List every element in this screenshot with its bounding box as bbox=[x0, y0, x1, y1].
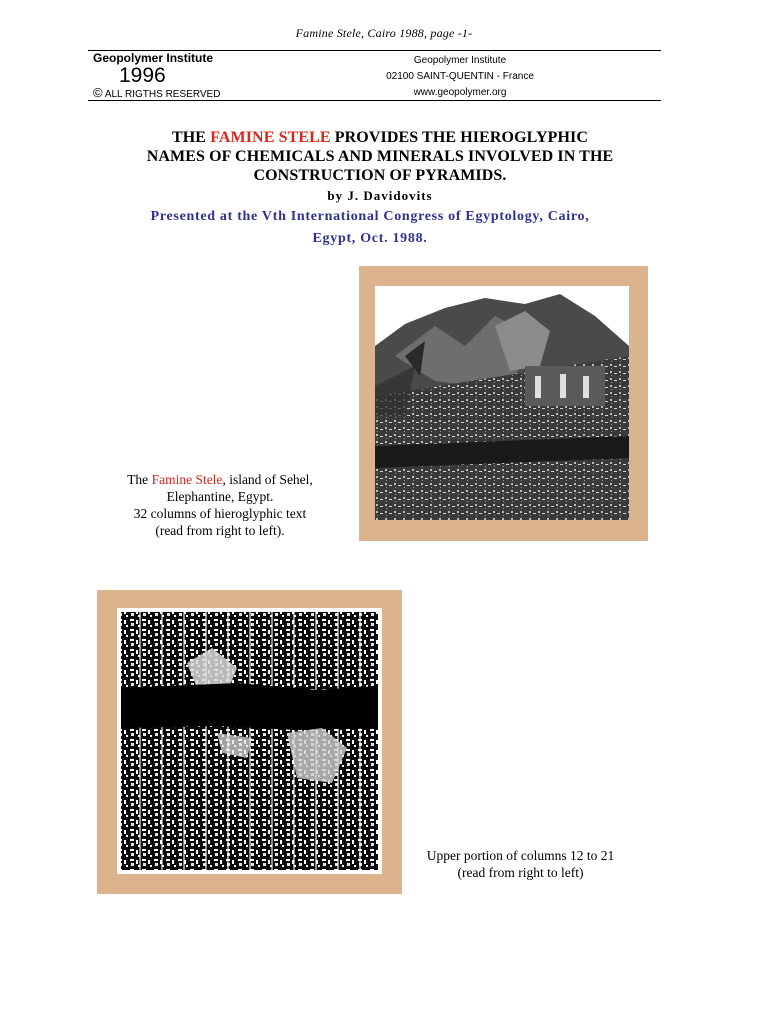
title-line-2: NAMES OF CHEMICALS AND MINERALS INVOLVED IN THE bbox=[146, 148, 614, 165]
title-line-3: CONSTRUCTION OF PYRAMIDS. bbox=[253, 167, 507, 184]
title-line-1 bbox=[100, 128, 660, 147]
header-rule-bottom bbox=[88, 100, 661, 101]
columns-photo-frame bbox=[97, 590, 402, 894]
stele-caption-highlight: Famine Stele bbox=[151, 472, 223, 487]
article-title bbox=[100, 128, 660, 185]
stele-caption-line-3: 32 columns of hieroglyphic text bbox=[133, 506, 307, 521]
stele-photo-frame bbox=[359, 266, 648, 541]
address-city: 02100 SAINT-QUENTIN - France bbox=[386, 71, 534, 82]
columns-photo-graphic bbox=[117, 608, 382, 874]
stele-caption bbox=[96, 471, 344, 539]
stele-photo bbox=[375, 286, 629, 520]
letterhead-right bbox=[340, 53, 580, 101]
title-line1-rest: PROVIDES THE HIEROGLYPHIC bbox=[330, 129, 588, 146]
institute-name: Geopolymer Institute bbox=[93, 51, 214, 65]
columns-photo bbox=[117, 608, 382, 874]
presented-line-2: Egypt, Oct. 1988. bbox=[312, 231, 428, 246]
columns-caption-line-2: (read from right to left) bbox=[457, 865, 584, 880]
address-institute: Geopolymer Institute bbox=[413, 55, 507, 66]
stele-caption-line-1 bbox=[96, 471, 344, 488]
running-head: Famine Stele, Cairo 1988, page -1- bbox=[295, 26, 473, 40]
presented-line-1: Presented at the Vth International Congress of Egyptology, Cairo, bbox=[150, 209, 590, 224]
stele-caption-line-2: Elephantine, Egypt. bbox=[166, 489, 274, 504]
columns-caption bbox=[398, 847, 643, 881]
copyright-symbol: © bbox=[93, 85, 103, 100]
institute-year: 1996 bbox=[119, 64, 166, 87]
address-website: www.geopolymer.org bbox=[413, 87, 507, 98]
rights-text: ALL RIGTHS RESERVED bbox=[104, 89, 221, 100]
stele-caption-line1-rest: , island of Sehel, bbox=[222, 472, 313, 487]
stele-caption-line-4: (read from right to left). bbox=[155, 523, 285, 538]
letterhead-left bbox=[93, 52, 243, 101]
title-highlight: FAMINE STELE bbox=[210, 129, 331, 146]
byline: by J. Davidovits bbox=[327, 188, 433, 203]
stele-photo-graphic bbox=[375, 286, 629, 520]
stele-caption-prefix: The bbox=[127, 472, 152, 487]
columns-caption-line-1: Upper portion of columns 12 to 21 bbox=[426, 848, 615, 863]
title-prefix: THE bbox=[171, 129, 211, 146]
presented-note bbox=[105, 206, 635, 250]
rights-line bbox=[93, 87, 243, 101]
